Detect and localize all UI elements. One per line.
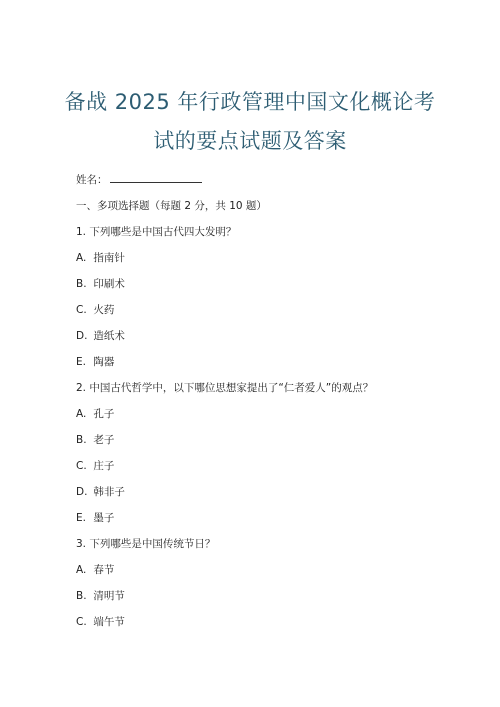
question-2: 2. 中国古代哲学中，以下哪位思想家提出了“仁者爱人”的观点？ — [76, 382, 374, 394]
question-3: 3. 下列哪些是中国传统节日？ — [76, 538, 216, 550]
option-letter: B. — [76, 590, 87, 602]
q2-option-e — [76, 510, 114, 525]
name-blank-line — [110, 172, 202, 183]
option-text: 庄子 — [93, 460, 115, 472]
option-text: 印刷术 — [93, 278, 125, 290]
q3-option-c — [76, 614, 125, 629]
q2-option-a — [76, 406, 114, 421]
option-text: 造纸术 — [93, 330, 125, 342]
q1-option-c — [76, 302, 114, 317]
q1-option-d — [76, 328, 125, 343]
q1-option-e — [76, 354, 114, 369]
section-heading: 一、多项选择题（每题 2 分，共 10 题） — [76, 200, 267, 212]
option-letter: B. — [76, 434, 87, 446]
doc-title-line-2: 试的要点试题及答案 — [153, 129, 347, 153]
q2-option-c — [76, 458, 114, 473]
name-field-row — [76, 172, 202, 187]
option-letter: A. — [76, 252, 87, 264]
q3-option-a — [76, 562, 114, 577]
doc-title-line-1: 备战 2025 年行政管理中国文化概论考 — [64, 90, 436, 114]
option-letter: D. — [76, 330, 88, 342]
option-letter: E. — [76, 512, 86, 524]
option-letter: C. — [76, 460, 87, 472]
option-text: 清明节 — [93, 590, 125, 602]
option-text: 墨子 — [93, 512, 115, 524]
option-text: 指南针 — [93, 252, 125, 264]
option-letter: B. — [76, 278, 87, 290]
option-letter: D. — [76, 486, 88, 498]
option-text: 春节 — [93, 564, 115, 576]
option-text: 老子 — [93, 434, 115, 446]
option-text: 韩非子 — [93, 486, 125, 498]
q3-option-b — [76, 588, 125, 603]
q1-option-b — [76, 276, 125, 291]
q2-option-d — [76, 484, 125, 499]
option-text: 孔子 — [93, 408, 115, 420]
question-1: 1. 下列哪些是中国古代四大发明？ — [76, 226, 237, 238]
option-text: 火药 — [93, 304, 115, 316]
option-letter: C. — [76, 304, 87, 316]
option-text: 端午节 — [93, 616, 125, 628]
option-letter: E. — [76, 356, 86, 368]
option-letter: C. — [76, 616, 87, 628]
name-label: 姓名： — [76, 174, 108, 186]
option-letter: A. — [76, 564, 87, 576]
option-letter: A. — [76, 408, 87, 420]
option-text: 陶器 — [93, 356, 115, 368]
q1-option-a — [76, 250, 125, 265]
q2-option-b — [76, 432, 114, 447]
